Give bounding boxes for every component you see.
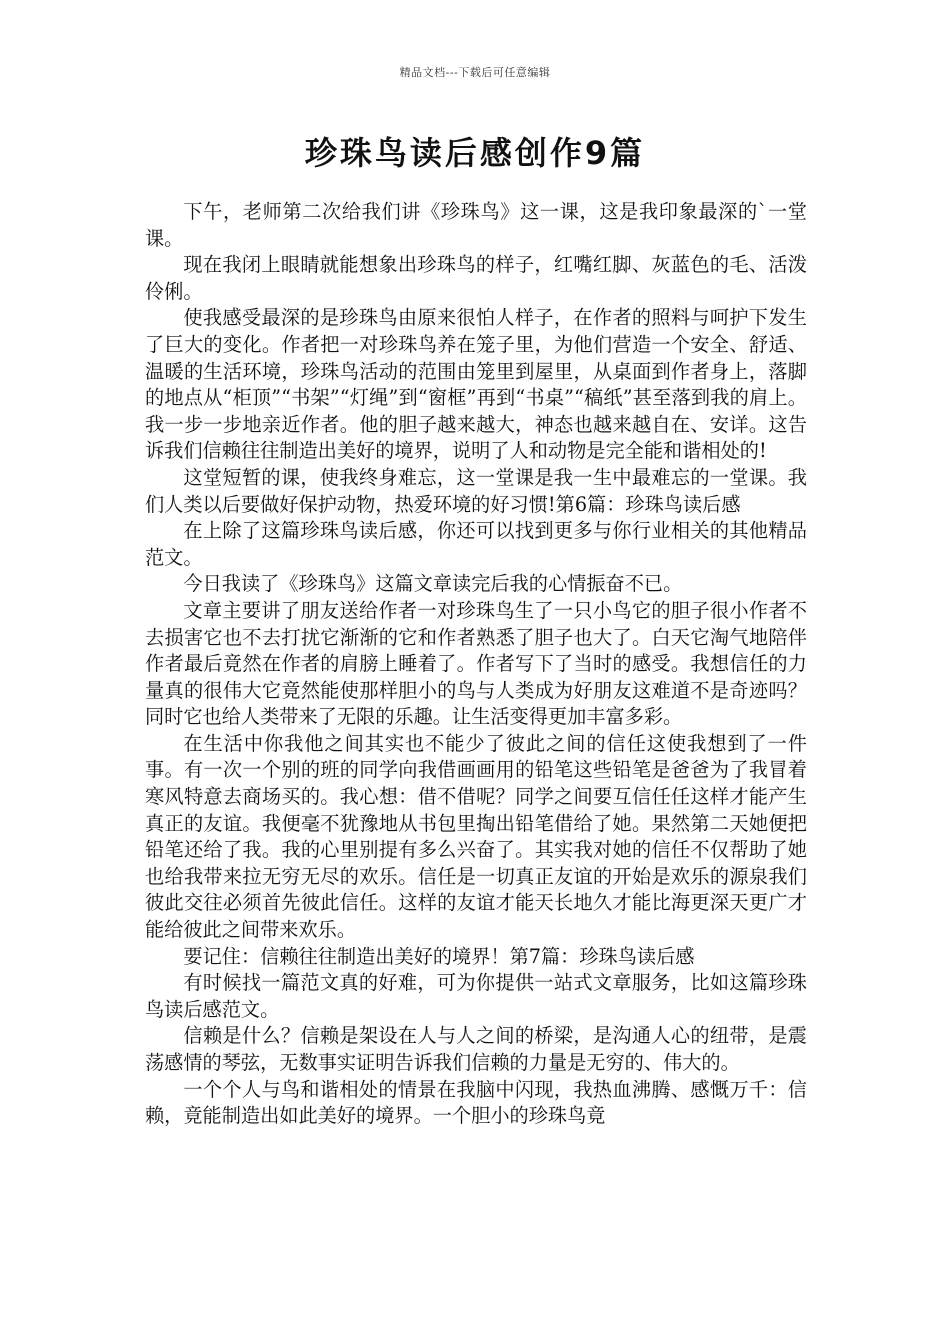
paragraph: 有时候找一篇范文真的好难，可为你提供一站式文章服务，比如这篇珍珠鸟读后感范文。 [145, 971, 807, 1021]
paragraph: 使我感受最深的是珍珠鸟由原来很怕人样子，在作者的照料与呵护下发生了巨大的变化。作者把一对珍珠鸟养在笼子里，为他们营造一个安全、舒适、温暖的生活环境，珍珠鸟活动的范围由笼里到屋里，从桌面到作者身上，落脚的地点从“柜顶”“书架”“灯绳”到“窗框”再到“书桌”“稿纸”甚至落到我的肩上。我一步一步地亲近作者。他的胆子越来越大，神态也越来越自在、安详。这告诉我们信赖往往制造出美好的境界，说明了人和动物是完全能和谐相处的! [145, 306, 807, 463]
paragraph: 这堂短暂的课，使我终身难忘，这一堂课是我一生中最难忘的一堂课。我们人类以后要做好保护动物，热爱环境的好习惯!第6篇：珍珠鸟读后感 [145, 465, 807, 516]
paragraph: 现在我闭上眼睛就能想象出珍珠鸟的样子，红嘴红脚、灰蓝色的毛、活泼伶俐。 [145, 253, 807, 303]
page-header-watermark: 精品文档---下载后可任意编辑 [399, 66, 551, 79]
paragraph: 一个个人与鸟和谐相处的情景在我脑中闪现，我热血沸腾、感慨万千：信赖，竟能制造出如此美好的境界。一个胆小的珍珠鸟竟 [145, 1077, 807, 1128]
paragraph: 下午，老师第二次给我们讲《珍珠鸟》这一课，这是我印象最深的`一堂课。 [145, 200, 807, 250]
document-title: 珍珠鸟读后感创作9篇 [304, 134, 646, 172]
paragraph: 信赖是什么？信赖是架设在人与人之间的桥梁，是沟通人心的纽带，是震荡感情的琴弦，无数事实证明告诉我们信赖的力量是无穷的、伟大的。 [145, 1024, 807, 1074]
paragraph: 要记住：信赖往往制造出美好的境界！第7篇：珍珠鸟读后感 [183, 944, 695, 968]
paragraph: 在上除了这篇珍珠鸟读后感，你还可以找到更多与你行业相关的其他精品范文。 [145, 519, 807, 569]
paragraph: 在生活中你我他之间其实也不能少了彼此之间的信任这使我想到了一件事。有一次一个别的班的同学向我借画画用的铅笔这些铅笔是爸爸为了我冒着寒风特意去商场买的。我心想：借不借呢？同学之间要互信任任这样才能产生真正的友谊。我便毫不犹豫地从书包里掏出铅笔借给了她。果然第二天她便把铅笔还给了我。我的心里别提有多么兴奋了。其实我对她的信任不仅帮助了她也给我带来拉无穷无尽的欢乐。信任是一切真正友谊的开始是欢乐的源泉我们彼此交往必须首先彼此信任。这样的友谊才能天长地久才能比海更深天更广才能给彼此之间带来欢乐。 [145, 731, 807, 942]
paragraph: 文章主要讲了朋友送给作者一对珍珠鸟生了一只小鸟它的胆子很小作者不去损害它也不去打扰它渐渐的它和作者熟悉了胆子也大了。白天它淘气地陪伴作者最后竟然在作者的肩膀上睡着了。作者写下了当时的感受。我想信任的力量真的很伟大它竟然能使那样胆小的鸟与人类成为好朋友这难道不是奇迹吗？同时它也给人类带来了无限的乐趣。让生活变得更加丰富多彩。 [145, 598, 807, 729]
paragraph: 今日我读了《珍珠鸟》这篇文章读完后我的心情振奋不已。 [183, 572, 683, 596]
document-body [145, 199, 807, 1130]
